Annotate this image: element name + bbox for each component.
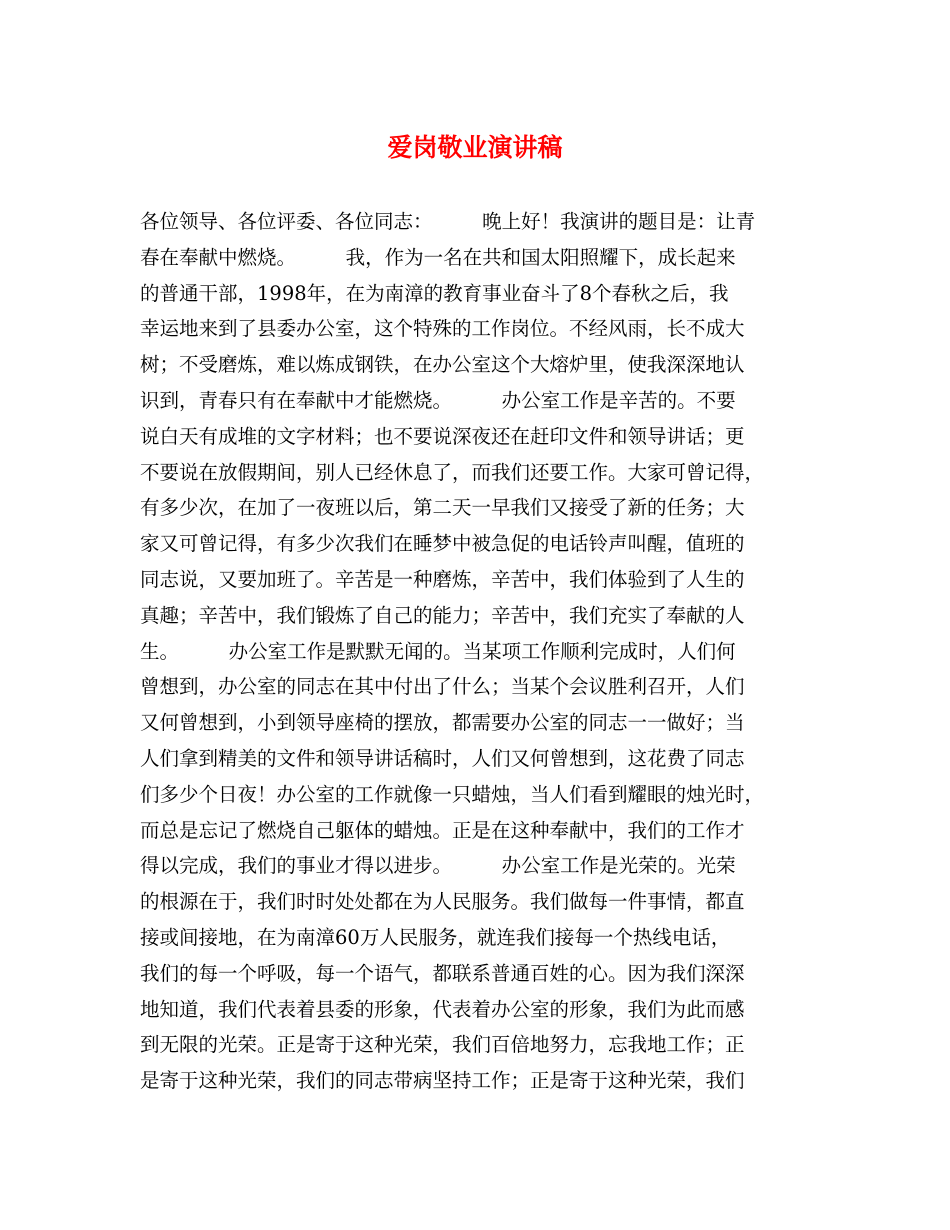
body-line: 有多少次，在加了一夜班以后，第二天一早我们又接受了新的任务；大 [140,496,745,520]
body-line: 幸运地来到了县委办公室，这个特殊的工作岗位。不经风雨，长不成大 [140,317,745,341]
body-line: 生。 办公室工作是默默无闻的。当某项工作顺利完成时，人们何 [140,639,736,663]
body-line: 我们的每一个呼吸，每一个语气，都联系普通百姓的心。因为我们深深 [140,961,745,985]
document-body [140,204,820,1099]
body-line: 又何曾想到，小到领导座椅的摆放，都需要办公室的同志一一做好；当 [140,711,745,735]
body-line: 真趣；辛苦中，我们锻炼了自己的能力；辛苦中，我们充实了奉献的人 [140,603,745,627]
body-line: 接或间接地，在为南漳60万人民服务，就连我们接每一个热线电话， [140,925,731,949]
body-line: 说白天有成堆的文字材料；也不要说深夜还在赶印文件和领导讲话；更 [140,424,745,448]
body-line: 同志说，又要加班了。辛苦是一种磨炼，辛苦中，我们体验到了人生的 [140,567,745,591]
body-line: 地知道，我们代表着县委的形象，代表着办公室的形象，我们为此而感 [140,997,745,1021]
body-line: 各位领导、各位评委、各位同志： 晚上好！我演讲的题目是：让青 [140,210,756,233]
body-line: 的普通干部，1998年，在为南漳的教育事业奋斗了8个春秋之后，我 [140,281,729,305]
body-line: 曾想到，办公室的同志在其中付出了什么；当某个会议胜利召开，人们 [140,675,745,699]
body-line: 人们拿到精美的文件和领导讲话稿时，人们又何曾想到，这花费了同志 [140,746,745,770]
body-line: 识到，青春只有在奉献中才能燃烧。 办公室工作是辛苦的。不要 [140,388,736,412]
body-line: 得以完成，我们的事业才得以进步。 办公室工作是光荣的。光荣 [140,854,736,878]
body-line: 春在奉献中燃烧。 我，作为一名在共和国太阳照耀下，成长起来 [140,245,736,269]
body-line: 家又可曾记得，有多少次我们在睡梦中被急促的电话铃声叫醒，值班的 [140,532,745,556]
document-title: 爱岗敬业演讲稿 [387,133,563,162]
body-line: 不要说在放假期间，别人已经休息了，而我们还要工作。大家可曾记得， [140,460,765,484]
body-line: 的根源在于，我们时时处处都在为人民服务。我们做每一件事情，都直 [140,890,745,914]
body-line: 而总是忘记了燃烧自己躯体的蜡烛。正是在这种奉献中，我们的工作才 [140,818,745,842]
body-line: 到无限的光荣。正是寄于这种光荣，我们百倍地努力，忘我地工作；正 [140,1033,745,1057]
body-line: 是寄于这种光荣，我们的同志带病坚持工作；正是寄于这种光荣，我们 [140,1069,745,1093]
body-line: 树；不受磨炼，难以炼成钢铁，在办公室这个大熔炉里，使我深深地认 [140,353,745,377]
body-line: 们多少个日夜！办公室的工作就像一只蜡烛，当人们看到耀眼的烛光时， [140,782,765,806]
